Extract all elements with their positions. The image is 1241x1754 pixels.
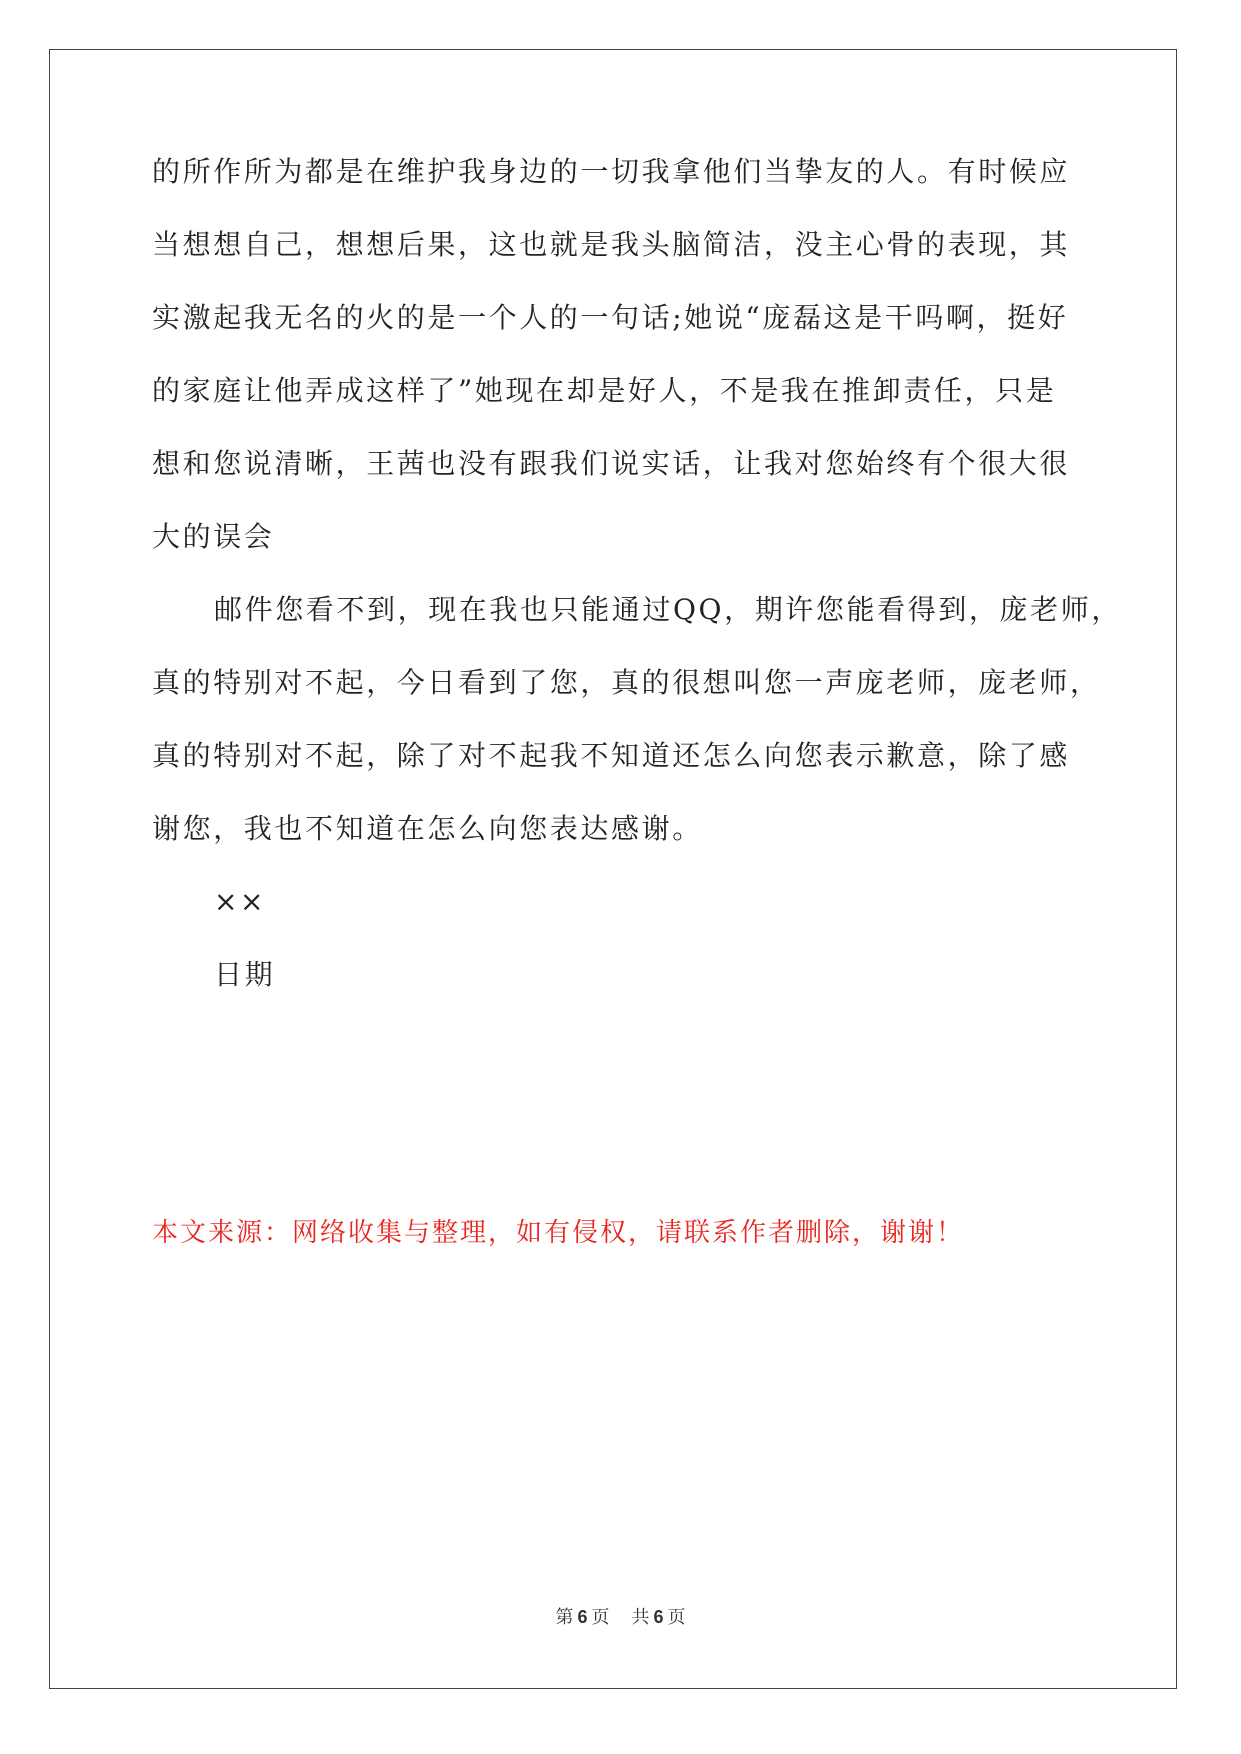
page-footer [0, 1605, 1241, 1630]
text-line: 真的特别对不起，除了对不起我不知道还怎么向您表示歉意，除了感 [152, 739, 1071, 772]
signature: ×× [214, 885, 267, 918]
date-label: 日期 [214, 958, 276, 991]
text-line: 真的特别对不起，今日看到了您，真的很想叫您一声庞老师，庞老师， [152, 666, 1101, 699]
text-line: 实激起我无名的火的是一个人的一句话;她说“庞磊这是干吗啊，挺好 [152, 301, 1069, 334]
text-line: 大的误会 [152, 520, 275, 553]
text-line: 谢您，我也不知道在怎么向您表达感谢。 [152, 812, 703, 845]
text-line: 的所作所为都是在维护我身边的一切我拿他们当挚友的人。有时候应 [152, 155, 1071, 188]
page-current: 6 [577, 1607, 588, 1627]
total-prefix: 共 [631, 1607, 650, 1628]
text-line: 想和您说清晰，王茜也没有跟我们说实话，让我对您始终有个很大很 [152, 447, 1071, 480]
source-notice: 本文来源：网络收集与整理，如有侵权，请联系作者删除，谢谢！ [152, 1218, 965, 1248]
text-line: 邮件您看不到，现在我也只能通过QQ，期许您能看得到，庞老师， [214, 593, 1122, 626]
page-prefix: 第 [555, 1607, 574, 1628]
total-unit: 页 [667, 1607, 686, 1628]
text-line: 当想想自己，想想后果，这也就是我头脑简洁，没主心骨的表现，其 [152, 228, 1071, 261]
text-line: 的家庭让他弄成这样了”她现在却是好人，不是我在推卸责任，只是 [152, 374, 1057, 407]
page-total: 6 [653, 1607, 664, 1627]
page-border [49, 49, 1177, 1689]
page-unit: 页 [591, 1607, 610, 1628]
